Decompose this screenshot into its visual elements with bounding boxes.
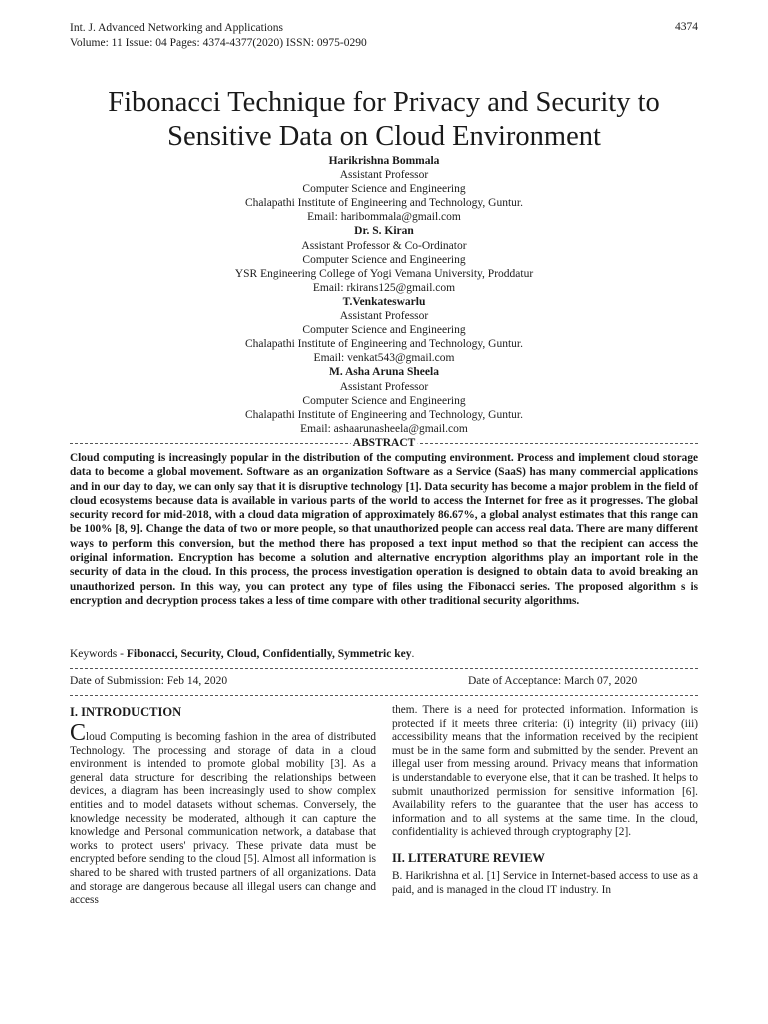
abstract-text: Cloud computing is increasingly popular in the distribution of the computing environment. Process and implement cloud storage data to become a global movement. Software as an organization Software as a Service (SaaS) has many commercial applications and in our day to day, we can only say that it is disruptive technology [1]. Data security has become a major problem in the field of cloud ecosystems because data is available in various parts of the world to access the Internet for free as it progresses. The global security record for mid-2018, with a cloud data migration of approximately 86.67%, a global analyst estimates that this range can be 100% [8, 9]. Change the data of two or more people, so that unauthorized people can access real data. There are many different ways to perform this conversion, but the method there has proposed a text input method so that the recipient can access the original information. Encryption has become a solution and alternative encryption algorithms play an important role in the security of data in the cloud. In this process, the process investigation operation is designed to obtain data to avoid breaking an unauthorized person. In this way, you can protect any type of files using the Fibonacci series. The proposed algorithm s is encryption and decryption process takes a less of time compare with other traditional security algorithms.	[70, 452, 698, 607]
right-column	[392, 704, 698, 897]
section-heading-introduction: I. INTRODUCTION	[70, 705, 182, 719]
author-block	[40, 154, 728, 436]
author-email: Email: venkat543@gmail.com	[313, 352, 455, 365]
author-role: Assistant Professor & Co-Ordinator	[301, 239, 467, 252]
acceptance-date: Date of Acceptance: March 07, 2020	[468, 675, 638, 687]
author-inst: Chalapathi Institute of Engineering and Technology, Guntur.	[244, 408, 523, 421]
author-dept: Computer Science and Engineering	[302, 253, 466, 266]
abstract-label: ABSTRACT	[352, 437, 416, 449]
author-email: Email: haribommala@gmail.com	[307, 211, 461, 224]
intro-continued: them. There is a need for protected information. Information is protected if it meets three criteria: (i) integrity (ii) privacy (iii) accessibility means that the information received by the recipient must be in the same form and submitted by the sender. Prevent an illegal user from messing around. Privacy means that information is understandable to everyone else, that it can be trashed. It helps to submit unauthorized permission for sensitive information [6]. Availability refers to the guarantee that the user has access to information and to all systems at the same time. In the cloud, confidentiality is achieved through cryptography [2].	[392, 704, 698, 839]
keywords-label: Keywords -	[70, 648, 127, 660]
drop-cap: C	[70, 720, 87, 746]
journal-name: Int. J. Advanced Networking and Applications	[70, 22, 284, 34]
author-name: M. Asha Aruna Sheela	[329, 366, 439, 379]
left-column	[70, 704, 376, 908]
volume-info: Volume: 11 Issue: 04 Pages: 4374-4377(2020) ISSN: 0975-0290	[70, 37, 367, 49]
literature-text: B. Harikrishna et al. [1] Service in Internet-based access to use as a paid, and is managed in the cloud IT industry. In	[392, 869, 698, 896]
author-2	[40, 224, 728, 294]
author-dept: Computer Science and Engineering	[302, 183, 466, 196]
author-name: Harikrishna Bommala	[328, 155, 440, 167]
keywords-end: .	[411, 648, 415, 660]
author-name: T.Venkateswarlu	[342, 295, 426, 308]
author-role: Assistant Professor	[339, 310, 429, 323]
author-1	[40, 154, 728, 224]
author-inst: YSR Engineering College of Yogi Vemana University, Proddatur	[234, 267, 534, 280]
title-line-2: Sensitive Data on Cloud Environment	[167, 121, 601, 152]
section-heading-literature-review: II. LITERATURE REVIEW	[392, 850, 545, 865]
author-email: Email: ashaarunasheela@gmail.com	[300, 422, 468, 435]
page-number: 4374	[675, 21, 698, 33]
dates-divider-bottom	[70, 695, 698, 696]
dates-divider-top	[70, 668, 698, 669]
submission-date: Date of Submission: Feb 14, 2020	[70, 675, 228, 687]
intro-paragraph	[70, 720, 376, 908]
author-role: Assistant Professor	[339, 169, 429, 182]
author-inst: Chalapathi Institute of Engineering and Technology, Guntur.	[244, 197, 523, 210]
author-inst: Chalapathi Institute of Engineering and Technology, Guntur.	[244, 338, 523, 351]
author-4	[40, 365, 728, 435]
author-dept: Computer Science and Engineering	[302, 394, 466, 407]
author-name: Dr. S. Kiran	[354, 225, 414, 238]
running-header	[70, 21, 367, 51]
author-role: Assistant Professor	[339, 380, 429, 393]
author-dept: Computer Science and Engineering	[302, 324, 466, 337]
keywords-list: Fibonacci, Security, Cloud, Confidentially, Symmetric key	[126, 648, 412, 660]
paper-title	[40, 86, 728, 154]
intro-text: loud Computing is becoming fashion in the area of distributed Technology. The processing and storage of data in a cloud environment is intended to promote global mobility [3]. As a general data structure for describing the relationships between devices, a diagram has been increasingly used to show complex entities and to model datasets without schemas. Conversely, the knowledge necessity be moderated, although it can capture the knowledge and Personal communication network, a database that works to protect users' privacy. These private data must be encrypted before sending to the cloud [5]. Almost all information is shared to be shared with trusted partners of all organizations. Data and storage are dangerous because all illegal users can change and access	[70, 731, 376, 907]
keywords-line	[70, 648, 414, 660]
author-3	[40, 295, 728, 365]
title-line-1: Fibonacci Technique for Privacy and Security to	[108, 87, 660, 118]
author-email: Email: rkirans125@gmail.com	[312, 281, 456, 294]
